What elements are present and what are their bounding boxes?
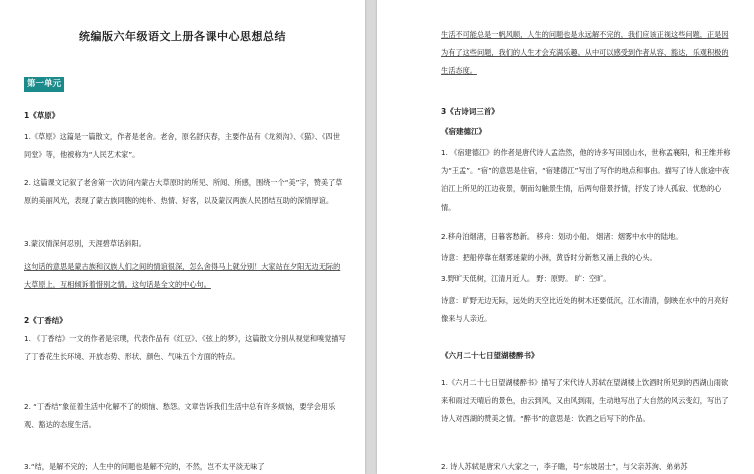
paragraph: 诗意：把船停靠在烟雾迷蒙的小洲，黄昏时分新愁又涌上我的心头。 <box>441 253 657 262</box>
paragraph: 3.蒙汉情深何忍别，天涯碧草话斜阳。 <box>24 239 146 248</box>
document-title: 统编版六年级语文上册各课中心思想总结 <box>79 30 286 43</box>
paragraph: 2. 这篇课文记叙了老舍第一次访问内蒙古大草原时的所见、所闻、所感，围绕一个“美”字，赞美了草原的美丽风光，表现了蒙古族同胞的纯朴、热情、好客，以及蒙汉两族人民团结互助的深情厚谊。 <box>24 178 343 206</box>
paragraph: 1.《草原》这篇是一篇散文，作者是老舍。老舍，原名舒庆春，主要作品有《龙须沟》、《猫》、《四世同堂》等，他被称为“人民艺术家”。 <box>24 132 340 160</box>
paragraph: 2.移舟泊烟渚，日暮客愁新。 移舟：划动小船。 烟渚：烟雾中水中的陆地。 <box>441 232 683 241</box>
document-page-left <box>0 0 365 474</box>
paragraph: 诗意：旷野无边无际，远处的天空比近处的树木还要低沉，江水清清，倒映在水中的月亮好像来与人亲近。 <box>441 296 729 324</box>
lesson-heading-grassland: 1《草原》 <box>24 111 60 120</box>
poem-title-jiande-river: 《宿建德江》 <box>441 127 486 136</box>
lesson-heading-lilac-knot: 2《丁香结》 <box>24 316 67 325</box>
unit-heading-badge: 第一单元 <box>24 77 64 92</box>
paragraph-continued: 生活不可能总是一帆风顺，人生的问题也是永远解不完的，我们应该正视这些问题，正是因为有了这些问题，我们的人生才会充满乐趣。从中可以感受到作者从容、豁达，乐观积极的生活态度。 <box>441 30 729 76</box>
lesson-heading-three-poems: 3《古诗词三首》 <box>441 107 499 116</box>
document-page-right <box>377 0 754 474</box>
paragraph: 1. 《丁香结》一文的作者是宗璞，代表作品有《红豆》、《弦上的梦》，这篇散文分别从视觉和嗅觉描写了丁香花生长环境、开放态势、形状、颜色、气味五个方面的特点。 <box>24 334 346 362</box>
paragraph: 1. 《宿建德江》的作者是唐代诗人孟浩然，他的诗多写田园山水，世称孟襄阳，和王维并称为“王孟”。“宿”的意思是住宿，“宿建德江”写出了写作的地点和事由。描写了诗人旅途中夜泊江上所见的江边夜景，朝而勾触景生情，后两句借景抒情，抒发了诗人孤寂、忧愁的心情。 <box>441 148 731 212</box>
paragraph: 2. 诗人苏轼是唐宋八大家之一，李子瞻，号“东坡居士”，与父亲苏洵、弟弟苏 <box>441 462 688 471</box>
poem-title-wanghu-tower: 《六月二十七日望湖楼醉书》 <box>441 351 539 360</box>
paragraph: 3.“结，是解不完的；人生中的问题也是解不完的，不然，岂不太平淡无味了 <box>24 462 265 471</box>
paragraph: 2. “丁香结”象征着生活中化解不了的烦恼、愁怨。文章告诉我们生活中总有许多烦恼，要学会用乐观、豁达的态度生活。 <box>24 402 336 430</box>
paragraph: 3.野旷天低树，江清月近人。 野：原野。 旷：空旷。 <box>441 274 611 283</box>
paragraph-central-sentence: 这句话的意思是蒙古族和汉族人们之间的情谊很深，怎么舍得马上就分别！大家站在夕阳无边无际的大草原上，互相倾诉着惜别之情。这句话是全文的中心句。 <box>24 262 341 290</box>
paragraph: 1.《六月二十七日望湖楼醉书》描写了宋代诗人苏轼在望湖楼上饮酒时所见到的西湖山雨欲来和雨过天晴后的景色，由云到风，又由风到雨，生动地写出了大自然的风云变幻，写出了诗人对西湖的赞美之情。“醉书”的意思是：饮酒之后写下的作品。 <box>441 378 729 424</box>
